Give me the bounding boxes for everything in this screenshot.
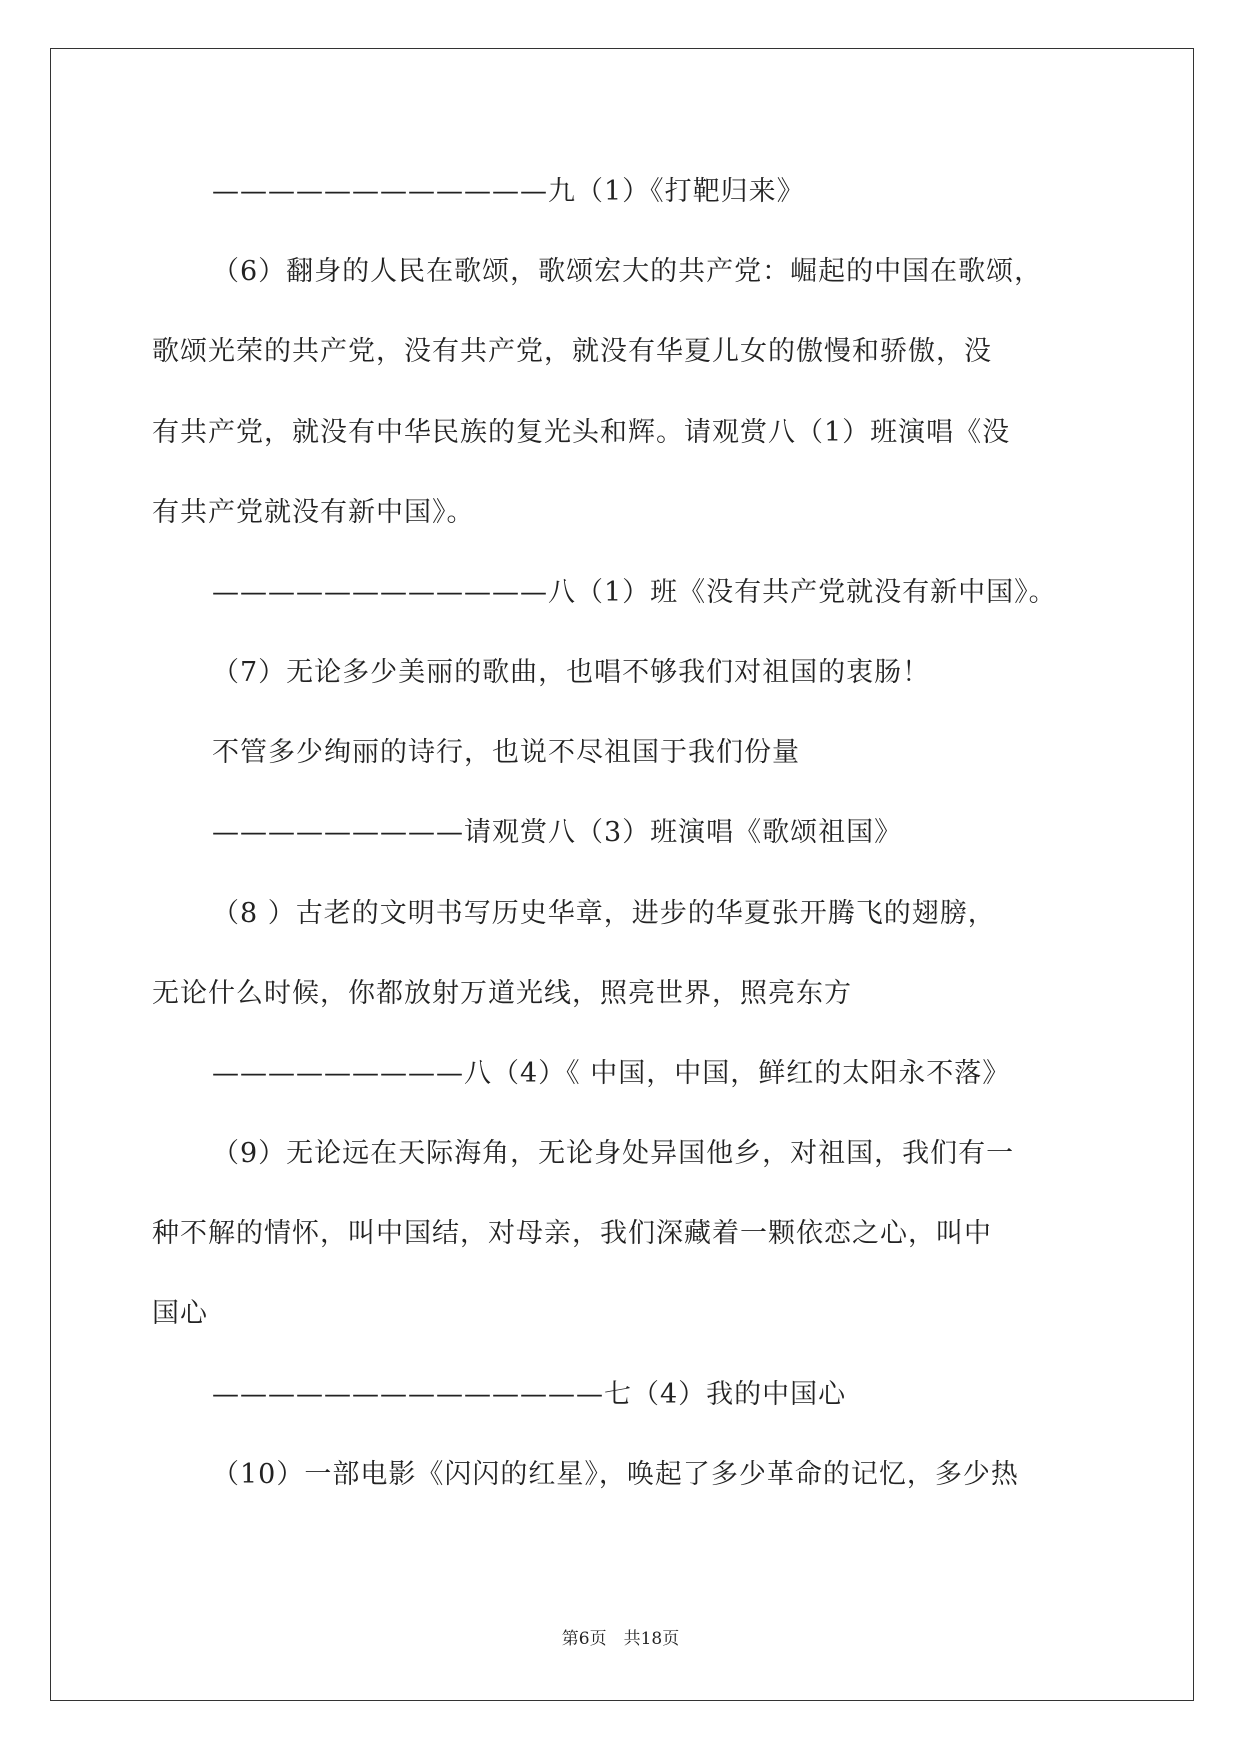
page-number-footer: 第6页 共18页 bbox=[561, 1629, 680, 1649]
text-line: 无论什么时候，你都放射万道光线，照亮世界，照亮东方 bbox=[152, 978, 852, 1009]
text-line: 有共产党，就没有中华民族的复光头和辉。请观赏八（1）班演唱《没 bbox=[152, 417, 1011, 448]
text-line: —————————请观赏八（3）班演唱《歌颂祖国》 bbox=[212, 817, 903, 848]
page-border bbox=[50, 48, 1194, 1701]
text-line: 有共产党就没有新中国》。 bbox=[152, 497, 475, 528]
text-line: （7）无论多少美丽的歌曲，也唱不够我们对祖国的衷肠！ bbox=[212, 657, 931, 688]
text-line: ————————————八（1）班《没有共产党就没有新中国》。 bbox=[212, 577, 1057, 608]
text-line: 不管多少绚丽的诗行，也说不尽祖国于我们份量 bbox=[212, 737, 800, 768]
text-line: （6）翻身的人民在歌颂，歌颂宏大的共产党：崛起的中国在歌颂， bbox=[212, 256, 1043, 287]
text-line: （10）一部电影《闪闪的红星》，唤起了多少革命的记忆，多少热 bbox=[212, 1459, 1019, 1490]
text-line: 国心 bbox=[152, 1298, 208, 1329]
text-line: （8 ）古老的文明书写历史华章，进步的华夏张开腾飞的翅膀， bbox=[212, 898, 996, 929]
text-line: ——————————————七（4）我的中国心 bbox=[212, 1379, 847, 1410]
text-line: ————————————九（1）《打靶归来》 bbox=[212, 176, 805, 207]
text-line: —————————八（4）《 中国，中国，鲜红的太阳永不落》 bbox=[212, 1058, 1011, 1089]
text-line: 歌颂光荣的共产党，没有共产党，就没有华夏儿女的傲慢和骄傲，没 bbox=[152, 336, 992, 367]
text-line: 种不解的情怀，叫中国结，对母亲，我们深藏着一颗依恋之心，叫中 bbox=[152, 1218, 992, 1249]
text-line: （9）无论远在天际海角，无论身处异国他乡，对祖国，我们有一 bbox=[212, 1138, 1015, 1169]
